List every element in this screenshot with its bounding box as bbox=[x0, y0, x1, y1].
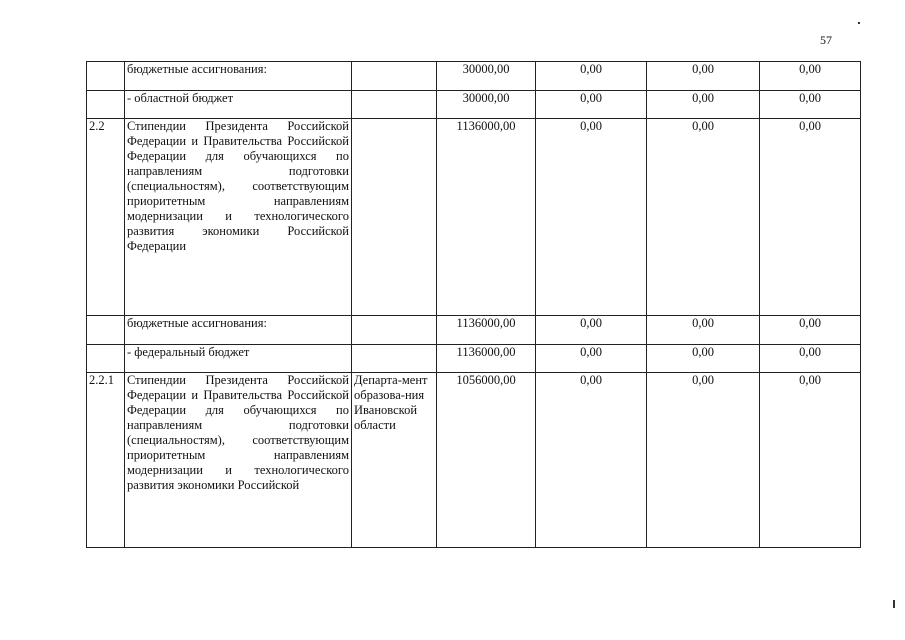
scan-speck bbox=[858, 22, 860, 24]
row-code bbox=[87, 316, 125, 345]
row-value-3: 0,00 bbox=[647, 119, 760, 316]
row-name: - областной бюджет bbox=[125, 91, 352, 119]
row-value-2: 0,00 bbox=[536, 316, 647, 345]
row-executor bbox=[352, 119, 437, 316]
row-value-3: 0,00 bbox=[647, 373, 760, 548]
row-executor: Департа-мент образова-ния Ивановской области bbox=[352, 373, 437, 548]
row-value-2: 0,00 bbox=[536, 373, 647, 548]
row-value-3: 0,00 bbox=[647, 62, 760, 91]
row-value-4: 0,00 bbox=[760, 345, 861, 373]
row-value-1: 1056000,00 bbox=[437, 373, 536, 548]
row-executor bbox=[352, 316, 437, 345]
table-row bbox=[87, 373, 861, 548]
table-row bbox=[87, 62, 861, 91]
row-value-4: 0,00 bbox=[760, 316, 861, 345]
row-value-4: 0,00 bbox=[760, 373, 861, 548]
row-value-1: 1136000,00 bbox=[437, 345, 536, 373]
table-row bbox=[87, 316, 861, 345]
row-value-1: 30000,00 bbox=[437, 91, 536, 119]
row-executor bbox=[352, 62, 437, 91]
row-code bbox=[87, 91, 125, 119]
row-value-1: 1136000,00 bbox=[437, 316, 536, 345]
row-value-3: 0,00 bbox=[647, 91, 760, 119]
row-code bbox=[87, 345, 125, 373]
row-value-3: 0,00 bbox=[647, 316, 760, 345]
row-executor bbox=[352, 91, 437, 119]
table-row bbox=[87, 119, 861, 316]
row-code bbox=[87, 62, 125, 91]
row-code: 2.2.1 bbox=[87, 373, 125, 548]
row-name: - федеральный бюджет bbox=[125, 345, 352, 373]
row-value-2: 0,00 bbox=[536, 345, 647, 373]
row-name: Стипендии Президента Российской Федерации и Правительства Российской Федерации для обучающихся по направлениям подготовки (специальностям), соответствующим приоритетным направлениям модернизации и технологического развития экономики Российской Федерации bbox=[125, 119, 352, 316]
row-name: бюджетные ассигнования: bbox=[125, 316, 352, 345]
row-name: бюджетные ассигнования: bbox=[125, 62, 352, 91]
row-value-3: 0,00 bbox=[647, 345, 760, 373]
row-value-2: 0,00 bbox=[536, 62, 647, 91]
row-value-2: 0,00 bbox=[536, 119, 647, 316]
row-value-2: 0,00 bbox=[536, 91, 647, 119]
table-row bbox=[87, 91, 861, 119]
row-name: Стипендии Президента Российской Федерации и Правительства Российской Федерации для обучающихся по направлениям подготовки (специальностям), соответствующим приоритетным направлениям модернизации и технологического развития экономики Российской bbox=[125, 373, 352, 548]
budget-table bbox=[86, 61, 861, 548]
row-value-1: 1136000,00 bbox=[437, 119, 536, 316]
page-number: 57 bbox=[820, 33, 832, 47]
row-value-4: 0,00 bbox=[760, 119, 861, 316]
row-value-4: 0,00 bbox=[760, 62, 861, 91]
row-value-4: 0,00 bbox=[760, 91, 861, 119]
row-executor bbox=[352, 345, 437, 373]
table-row bbox=[87, 345, 861, 373]
scan-speck bbox=[893, 600, 895, 608]
row-value-1: 30000,00 bbox=[437, 62, 536, 91]
row-code: 2.2 bbox=[87, 119, 125, 316]
